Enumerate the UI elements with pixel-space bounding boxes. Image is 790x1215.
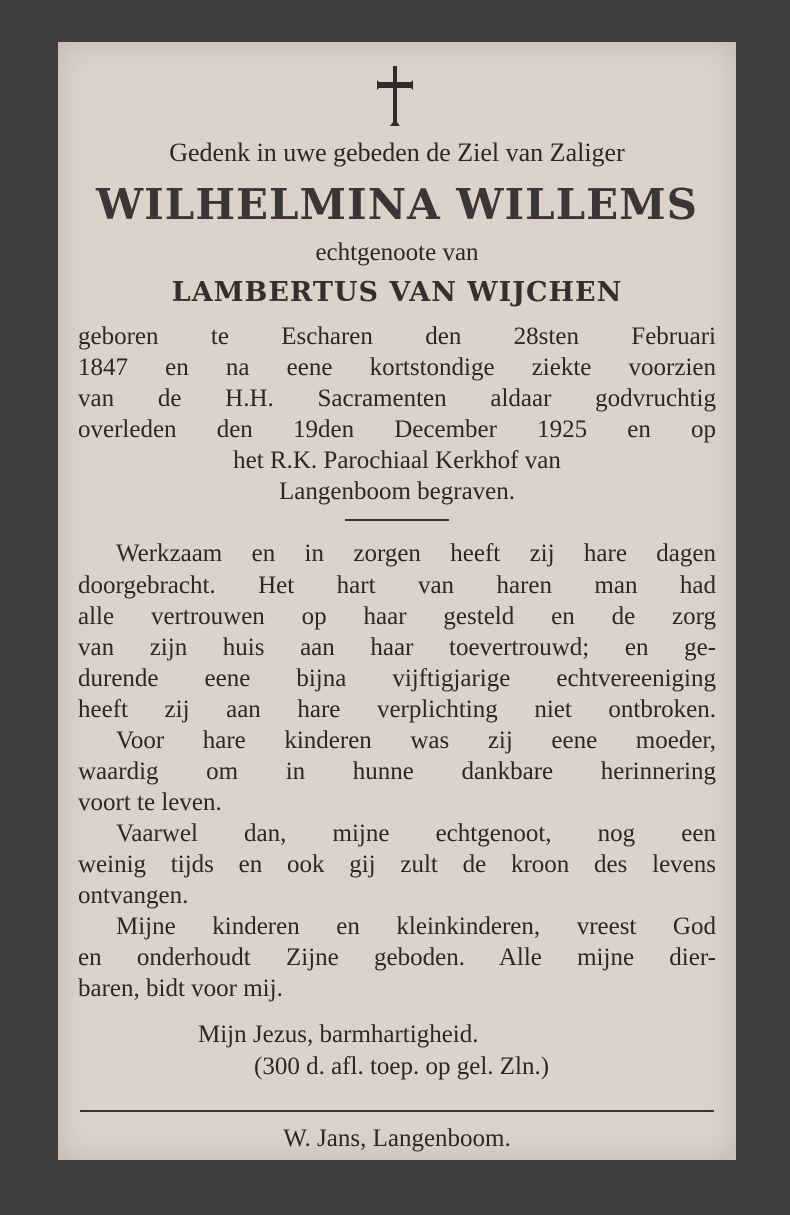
body-line: Vaarwel dan, mijne echtgenoot, nog een: [116, 820, 716, 847]
biography-line: van de H.H. Sacramenten aldaar godvruchtig: [78, 385, 716, 412]
body-line: baren, bidt voor mij.: [78, 975, 283, 1002]
body-line: Voor hare kinderen was zij eene moeder,: [116, 727, 716, 754]
body-line: Werkzaam en in zorgen heeft zij hare dagen: [116, 540, 716, 567]
body-line: heeft zij aan hare verplichting niet ontbroken.: [78, 696, 716, 723]
body-line: alle vertrouwen op haar gesteld en de zorg: [78, 603, 716, 630]
body-line: Mijne kinderen en kleinkinderen, vreest God: [116, 913, 716, 940]
prayer-text: Mijn Jezus, barmhartigheid.: [198, 1021, 479, 1048]
biography-line: geboren te Escharen den 28sten Februari: [78, 323, 716, 350]
body-line: van zijn huis aan haar toevertrouwd; en ge-: [78, 634, 716, 661]
biography-line: het R.K. Parochiaal Kerkhof van: [233, 447, 561, 474]
body-line: doorgebracht. Het hart van haren man had: [78, 572, 716, 599]
footer-divider: [80, 1110, 714, 1112]
body-line: durende eene bijna vijftigjarige echtvereeniging: [78, 665, 716, 692]
printer-credit: W. Jans, Langenboom.: [283, 1125, 511, 1152]
biography-line: overleden den 19den December 1925 en op: [78, 416, 716, 443]
indulgence-note: (300 d. afl. toep. op gel. Zln.): [254, 1053, 550, 1080]
body-line: ontvangen.: [78, 882, 189, 909]
body-line: voort te leven.: [78, 789, 222, 816]
cross-icon: [373, 64, 417, 130]
divider: [345, 519, 449, 521]
spouse-name: LAMBERTUS VAN WIJCHEN: [171, 277, 623, 308]
biography-line: 1847 en na eene kortstondige ziekte voorzien: [78, 354, 716, 381]
deceased-name: WILHELMINA WILLEMS: [95, 180, 699, 229]
spouse-label: echtgenoote van: [315, 239, 479, 266]
body-line: en onderhoudt Zijne geboden. Alle mijne dier-: [78, 944, 716, 971]
body-line: weinig tijds en ook gij zult de kroon des levens: [78, 851, 716, 878]
biography-line: Langenboom begraven.: [278, 478, 516, 505]
body-line: waardig om in hunne dankbare herinnering: [78, 758, 716, 785]
card-paper: [58, 42, 736, 1160]
salutation: Gedenk in uwe gebeden de Ziel van Zaliger: [169, 138, 625, 167]
